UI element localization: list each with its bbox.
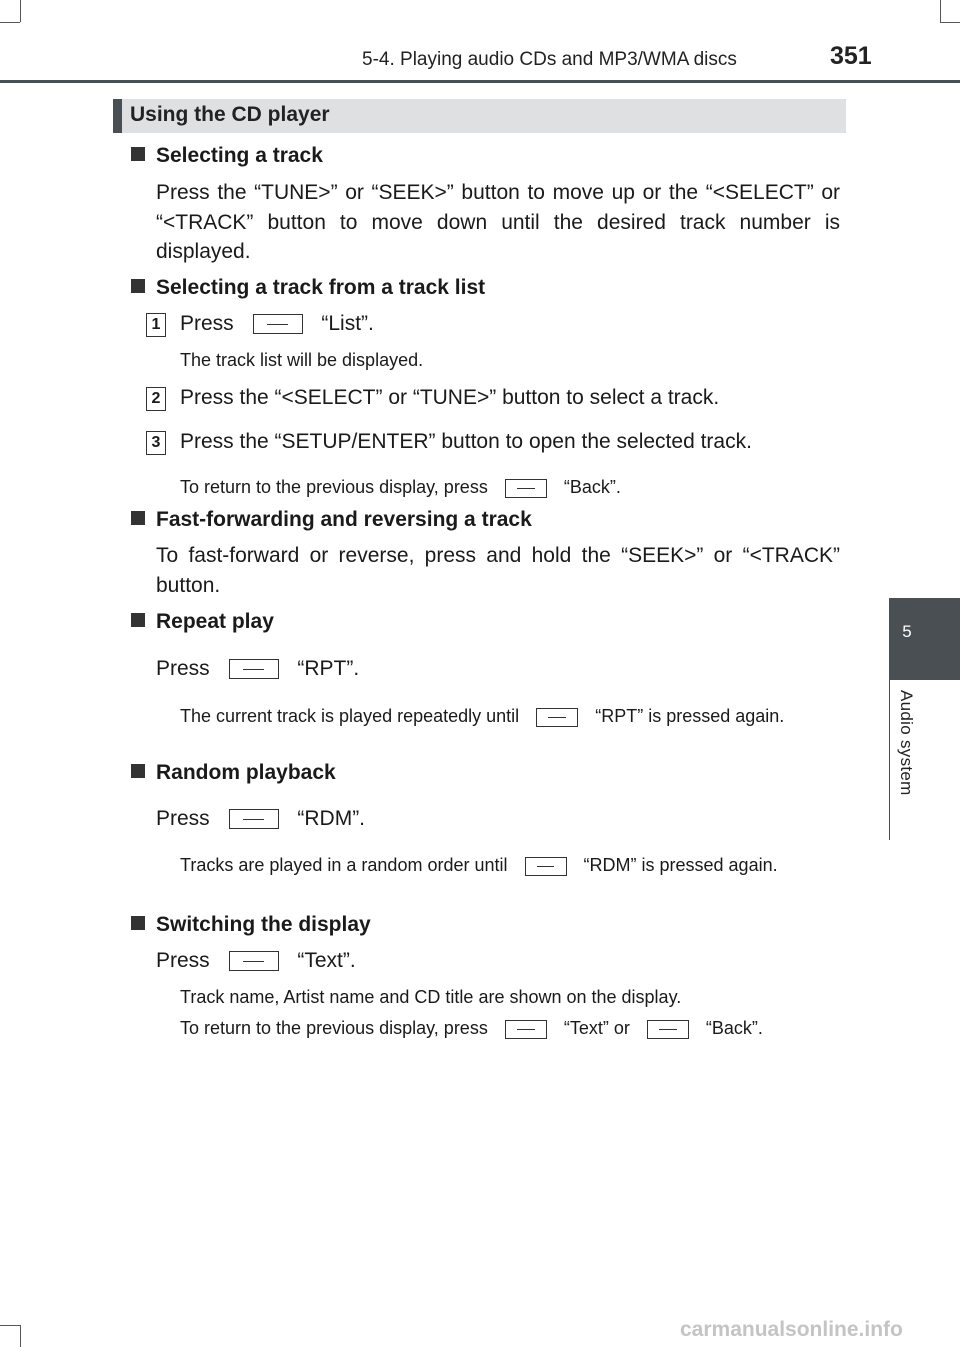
display-instruction: Press “Text”.: [156, 949, 356, 972]
text-button-icon: [505, 1020, 547, 1039]
heading-random: Random playback: [131, 761, 336, 785]
crop-mark: [940, 22, 960, 23]
step-1-text: Press “List”.: [180, 312, 374, 335]
step-3-text: Press the “SETUP/ENTER” button to open the selected track.: [180, 430, 752, 453]
square-bullet-icon: [131, 147, 145, 161]
display-note-2: To return to the previous display, press “Text” or “Back”.: [180, 1018, 763, 1038]
header-title: 5-4. Playing audio CDs and MP3/WMA discs: [362, 49, 737, 70]
heading-switch-display: Switching the display: [131, 913, 371, 937]
heading-repeat: Repeat play: [131, 610, 274, 634]
back-button-icon: [505, 479, 547, 498]
square-bullet-icon: [131, 764, 145, 778]
heading-selecting-track: Selecting a track: [131, 144, 323, 168]
chapter-tab: [889, 598, 960, 680]
step-number-1: 1: [146, 313, 166, 337]
header-rule: [0, 80, 960, 83]
crop-mark: [20, 0, 21, 22]
repeat-instruction: Press “RPT”.: [156, 657, 360, 680]
paragraph-fast-forward: To fast-forward or reverse, press and hold the “SEEK>” or “<TRACK” button.: [156, 544, 840, 597]
crop-mark: [0, 22, 20, 23]
crop-mark: [0, 1325, 20, 1326]
step-number-3: 3: [146, 431, 166, 455]
random-instruction: Press “RDM”.: [156, 807, 366, 830]
heading-fast-forward: Fast-forwarding and reversing a track: [131, 508, 532, 532]
step-number-2: 2: [146, 387, 166, 411]
square-bullet-icon: [131, 279, 145, 293]
section-title: Using the CD player: [130, 103, 330, 126]
square-bullet-icon: [131, 511, 145, 525]
rpt-button-icon: [536, 708, 578, 727]
square-bullet-icon: [131, 916, 145, 930]
chapter-label: Audio system: [897, 690, 916, 796]
rpt-button-icon: [229, 659, 279, 679]
rdm-button-icon: [229, 809, 279, 829]
display-note-1: Track name, Artist name and CD title are shown on the display.: [180, 987, 682, 1007]
repeat-note: The current track is played repeatedly until “RPT” is pressed again.: [180, 706, 785, 726]
paragraph-selecting-track: Press the “TUNE>” or “SEEK>” button to move up or the “<SELECT” or “<TRACK” button to move down until the desired track number is displayed.: [156, 181, 840, 263]
back-button-icon: [647, 1020, 689, 1039]
list-button-icon: [253, 314, 303, 334]
chapter-tab-rule: [889, 680, 890, 840]
random-note: Tracks are played in a random order until “RDM” is pressed again.: [180, 855, 778, 875]
watermark: carmanualsonline.info: [680, 1318, 903, 1341]
track-list-note: To return to the previous display, press “Back”.: [180, 477, 621, 497]
heading-track-list: Selecting a track from a track list: [131, 276, 485, 300]
page-number: 351: [830, 42, 872, 70]
rdm-button-icon: [525, 857, 567, 876]
crop-mark: [940, 0, 941, 22]
text-button-icon: [229, 951, 279, 971]
crop-mark: [20, 1325, 21, 1347]
chapter-number: 5: [902, 622, 912, 641]
step-2-text: Press the “<SELECT” or “TUNE>” button to select a track.: [180, 386, 720, 409]
step-1-note: The track list will be displayed.: [180, 350, 424, 370]
section-bar: [113, 99, 846, 133]
square-bullet-icon: [131, 613, 145, 627]
